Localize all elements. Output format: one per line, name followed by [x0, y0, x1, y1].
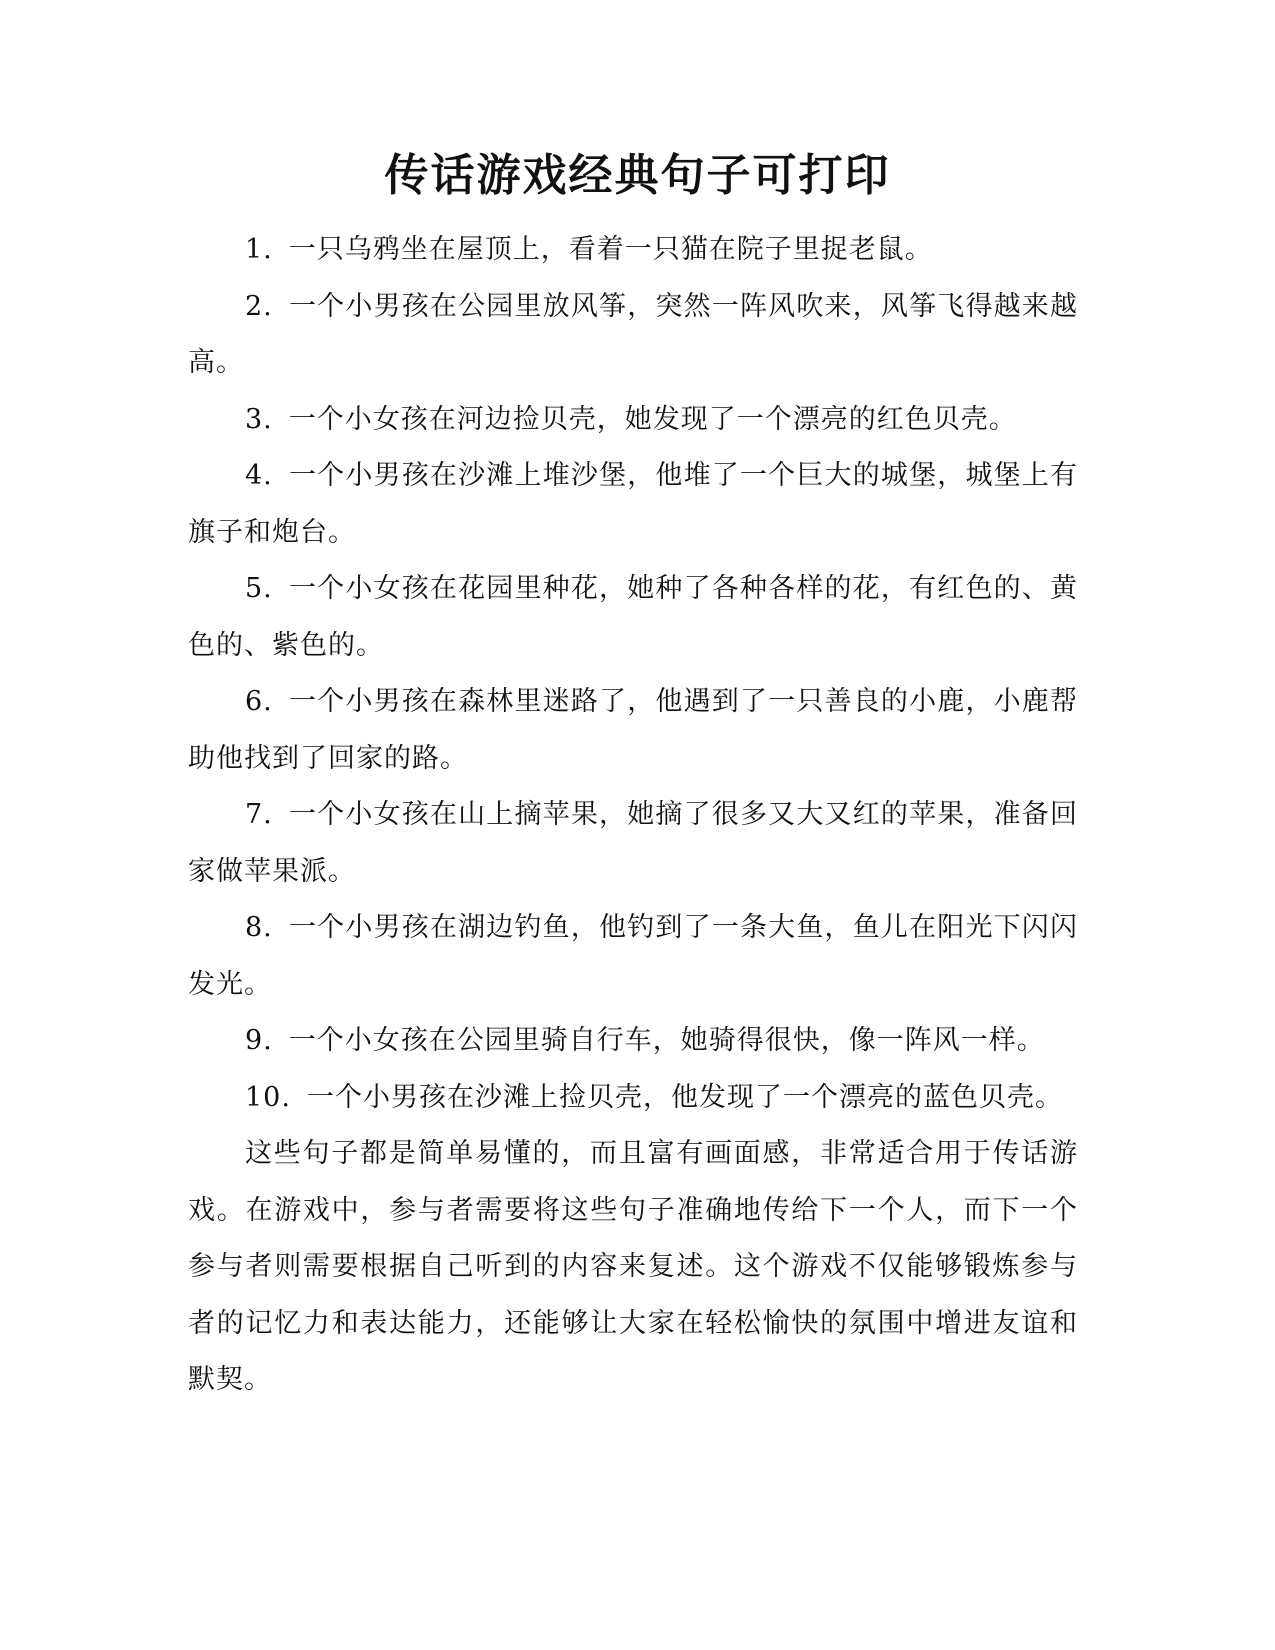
sentence-number: 4.: [245, 460, 273, 491]
sentence-item: [188, 561, 1078, 674]
sentence-text: 一个小女孩在花园里种花，她种了各种各样的花，有红色的、黄色的、紫色的。: [188, 573, 1078, 661]
sentence-item: [188, 222, 1078, 279]
sentence-text: 一只乌鸦坐在屋顶上，看着一只猫在院子里捉老鼠。: [288, 234, 933, 265]
sentence-item: [188, 279, 1078, 392]
sentence-text: 一个小女孩在公园里骑自行车，她骑得很快，像一阵风一样。: [288, 1025, 1045, 1056]
sentence-item: [188, 1013, 1078, 1070]
sentence-number: 10.: [245, 1081, 291, 1113]
sentence-number: 1.: [245, 234, 273, 265]
sentence-text: 一个小男孩在沙滩上堆沙堡，他堆了一个巨大的城堡，城堡上有旗子和炮台。: [188, 460, 1078, 548]
sentence-number: 5.: [245, 573, 273, 604]
sentence-text: 一个小男孩在森林里迷路了，他遇到了一只善良的小鹿，小鹿帮助他找到了回家的路。: [188, 686, 1078, 774]
sentence-number: 7.: [245, 799, 273, 830]
sentence-number: 8.: [245, 912, 273, 943]
sentence-item: [188, 787, 1078, 900]
sentence-item: [188, 900, 1078, 1013]
sentence-text: 一个小男孩在公园里放风筝，突然一阵风吹来，风筝飞得越来越高。: [188, 290, 1078, 378]
sentence-text: 一个小男孩在湖边钓鱼，他钓到了一条大鱼，鱼儿在阳光下闪闪发光。: [188, 912, 1078, 1000]
sentence-number: 2.: [245, 290, 273, 322]
sentence-item: [188, 674, 1078, 787]
sentence-number: 3.: [245, 403, 273, 435]
closing-paragraph: 这些句子都是简单易懂的，而且富有画面感，非常适合用于传话游戏。在游戏中，参与者需要将这些句子准确地传给下一个人，而下一个参与者则需要根据自己听到的内容来复述。这个游戏不仅能够锻炼参与者的记忆力和表达能力，还能够让大家在轻松愉快的氛围中增进友谊和默契。: [188, 1138, 1078, 1395]
sentence-text: 一个小女孩在山上摘苹果，她摘了很多又大又红的苹果，准备回家做苹果派。: [188, 799, 1078, 887]
sentence-text: 一个小女孩在河边捡贝壳，她发现了一个漂亮的红色贝壳。: [288, 403, 1017, 435]
sentence-text: 一个小男孩在沙滩上捡贝壳，他发现了一个漂亮的蓝色贝壳。: [306, 1081, 1063, 1113]
document-title: 传话游戏经典句子可打印: [384, 150, 891, 201]
sentence-item: [188, 1070, 1078, 1127]
document-body: [188, 222, 1078, 1409]
sentence-item: [188, 392, 1078, 449]
sentence-number: 9.: [245, 1025, 273, 1056]
sentence-number: 6.: [245, 686, 273, 717]
sentence-item: [188, 448, 1078, 561]
